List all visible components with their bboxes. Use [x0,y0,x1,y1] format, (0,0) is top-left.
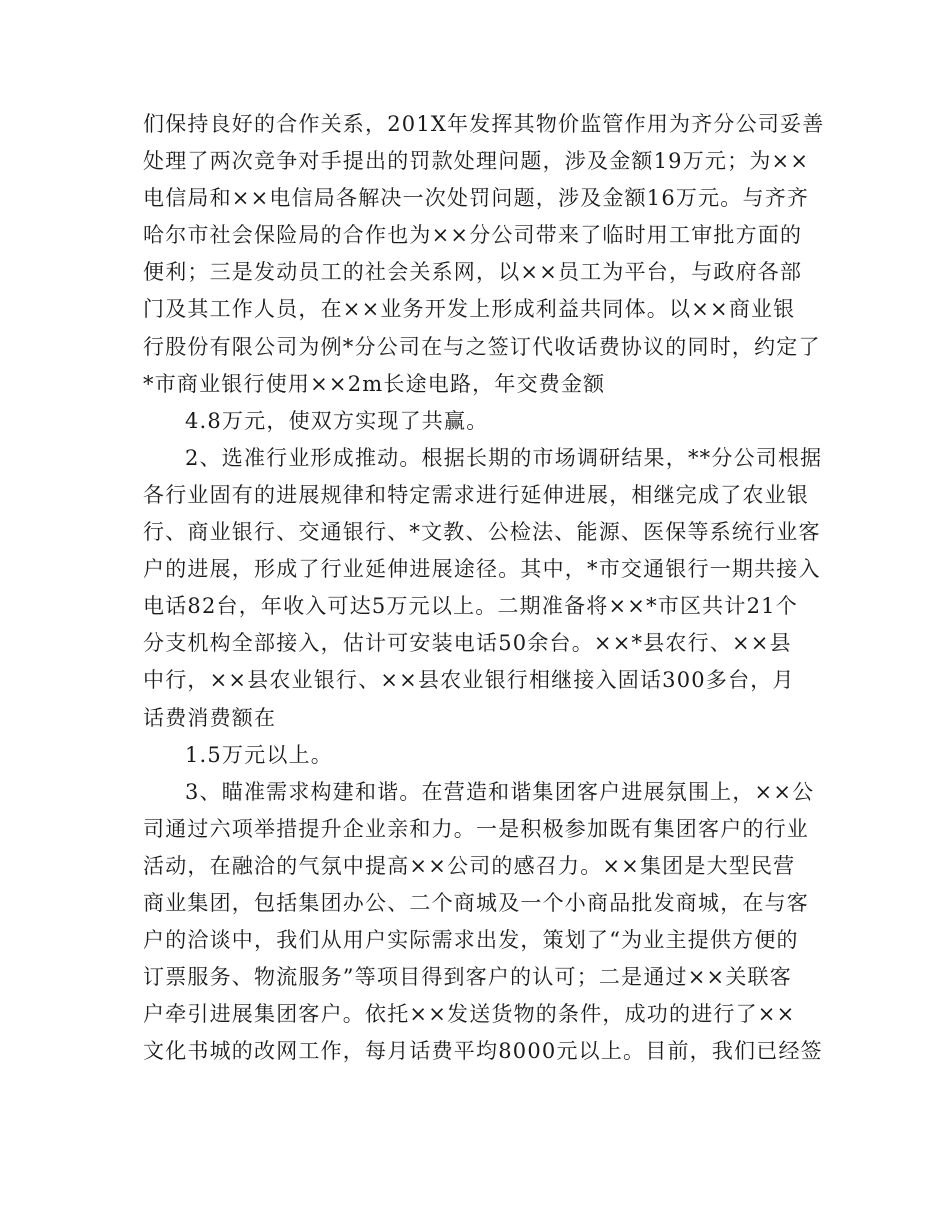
text-line: 活动，在融洽的气氛中提高××公司的感召力。××集团是大型民营 [143,853,796,878]
text-line: 司通过六项举措提升企业亲和力。一是积极参加既有集团客户的行业 [143,816,809,841]
text-line: 商业集团，包括集团办公、二个商城及一个小商品批发商城，在与客 [143,890,809,915]
paragraph-first-line: 2、选准行业形成推动。根据长期的市场调研结果，**分公司根据 [185,445,823,470]
text-line: 户牵引进展集团客户。依托××发送货物的条件，成功的进行了×× [143,1002,796,1027]
text-line: 便利；三是发动员工的社会关系网，以××员工为平台，与政府各部 [143,260,803,285]
text-line: 们保持良好的合作关系，201X年发挥其物价监管作用为齐分公司妥善 [143,112,825,136]
text-line: 中行，××县农业银行、××县农业银行相继接入固话300多台，月 [143,668,795,693]
text-line: 处理了两次竞争对手提出的罚款处理问题，涉及金额19万元；为×× [143,149,810,174]
text-line: 分支机构全部接入，估计可安装电话50余台。××*县农行、××县 [143,631,792,656]
paragraph-first-line: 1.5万元以上。 [185,742,333,767]
paragraph-first-line: 4.8万元，使双方实现了共赢。 [185,408,489,433]
document-body [143,106,825,1070]
text-line: 文化书城的改网工作，每月话费平均8000元以上。目前，我们已经签 [143,1039,823,1064]
paragraph-first-line: 3、瞄准需求构建和谐。在营造和谐集团客户进展氛围上，××公 [185,779,815,804]
text-line: 门及其工作人员，在××业务开发上形成利益共同体。以××商业银 [143,297,796,322]
text-line: 订票服务、物流服务”等项目得到客户的认可；二是通过××关联客 [143,965,792,990]
text-line: 户的进展，形成了行业延伸进展途径。其中，*市交通银行一期共接入 [143,557,821,582]
text-line: *市商业银行使用××2m长途电路，年交费金额 [143,371,606,396]
text-line: 行股份有限公司为例*分公司在与之签订代收话费协议的同时，约定了 [143,334,821,359]
text-line: 行、商业银行、交通银行、*文教、公检法、能源、医保等系统行业客 [143,520,821,545]
text-line: 哈尔市社会保险局的合作也为××分公司带来了临时用工审批方面的 [143,223,803,248]
text-line: 话费消费额在 [143,705,277,730]
text-line: 电话82台，年收入可达5万元以上。二期准备将××*市区共计21个 [143,594,798,619]
text-line: 电信局和××电信局各解决一次处罚问题，涉及金额16万元。与齐齐 [143,186,810,211]
text-line: 各行业固有的进展规律和特定需求进行延伸进展，相继完成了农业银 [143,482,809,507]
text-line: 户的洽谈中，我们从用户实际需求出发，策划了“为业主提供方便的 [143,928,799,953]
